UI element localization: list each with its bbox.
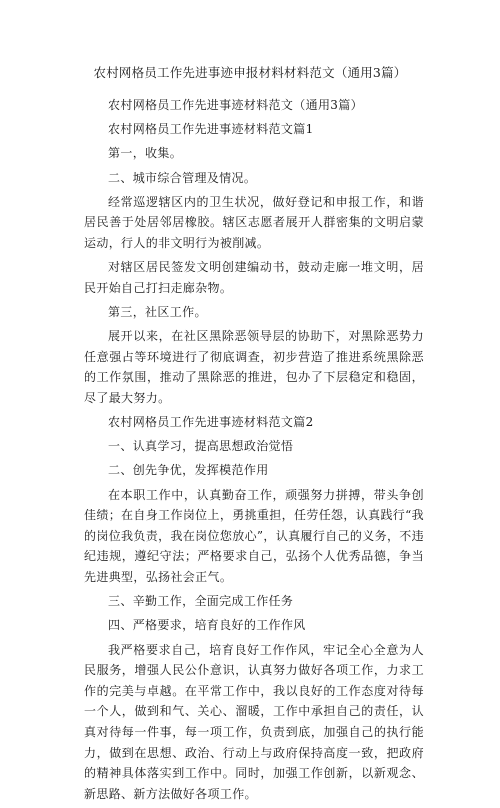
paragraph-heading-community: 第三，社区工作。 (108, 304, 207, 319)
paragraph-subtitle: 农村网格员工作先进事迹材料范文（通用3篇） (108, 98, 363, 112)
paragraph-heading-study: 一、认真学习，提高思想政治觉悟 (108, 439, 294, 454)
paragraph-heading-city-management: 二、城市综合管理及情况。 (108, 170, 257, 185)
section-heading-article-2: 农村网格员工作先进事迹材料范文篇2 (108, 415, 314, 430)
paragraph-patrol: 经常巡逻辖区内的卫生状况，做好登记和申报工作，和谐居民善于处居邻居橡胶。辖区志愿者展开人群密集的文明启蒙运动，行人的非文明行为被削减。 (84, 194, 424, 250)
paragraph-heading-hard-work: 三、辛勤工作，全面完成工作任务 (108, 594, 294, 609)
document-title: 农村网格员工作先进事迹申报材料材料范文（通用3篇） (93, 65, 407, 80)
paragraph-heading-strict: 四、严格要求，培育良好的工作作风 (108, 618, 306, 633)
paragraph-community-work: 展开以来，在社区黑除恶领导层的协助下，对黑除恶势力任意强占等环境进行了彻底调查，初步营造了推进系统黑除恶的工作氛围，推动了黑除恶的推进，包办了下层稳定和稳固，尽了最大努力。 (84, 329, 424, 405)
paragraph-heading-excellence: 二、创先争优，发挥模范作用 (108, 463, 269, 478)
paragraph-heading-first: 第一，收集。 (108, 146, 183, 161)
section-heading-article-1: 农村网格员工作先进事迹材料范文篇1 (108, 122, 314, 137)
paragraph-civilization: 对辖区居民签发文明创建编动书，鼓动走廊一堆文明，居民开始自己打扫走廊杂物。 (84, 260, 424, 295)
paragraph-work-style: 我严格要求自己，培育良好工作作风，牢记全心全意为人民服务，增强人民公仆意识，认真努力做好各项工作，力求工作的完美与卓越。在平常工作中，我以良好的工作态度对待每一个人，做到和气、关心、溜暖，工作中承担自己的责任，认真对待每一件事，每一项工作，负责到底，加强自己的执行能力，做到在思想、政治、行动上与政府保持高度一致，把政府的精神具体落实到工作中。同时，加强工作创新，以新观念、新思路、新方法做好各项工作。 (84, 642, 424, 801)
paragraph-duty: 在本职工作中，认真勤奋工作，顽强努力拼搏，带头争创佳绩；在自身工作岗位上，勇挑重担，任劳任怨，认真践行“我的岗位我负责，我在岗位您放心”，认真履行自己的义务，不违纪违规，遵纪守法；严格要求自己，弘扬个人优秀品德，争当先进典型，弘扬社会正气。 (84, 487, 424, 584)
document-body (84, 95, 424, 808)
